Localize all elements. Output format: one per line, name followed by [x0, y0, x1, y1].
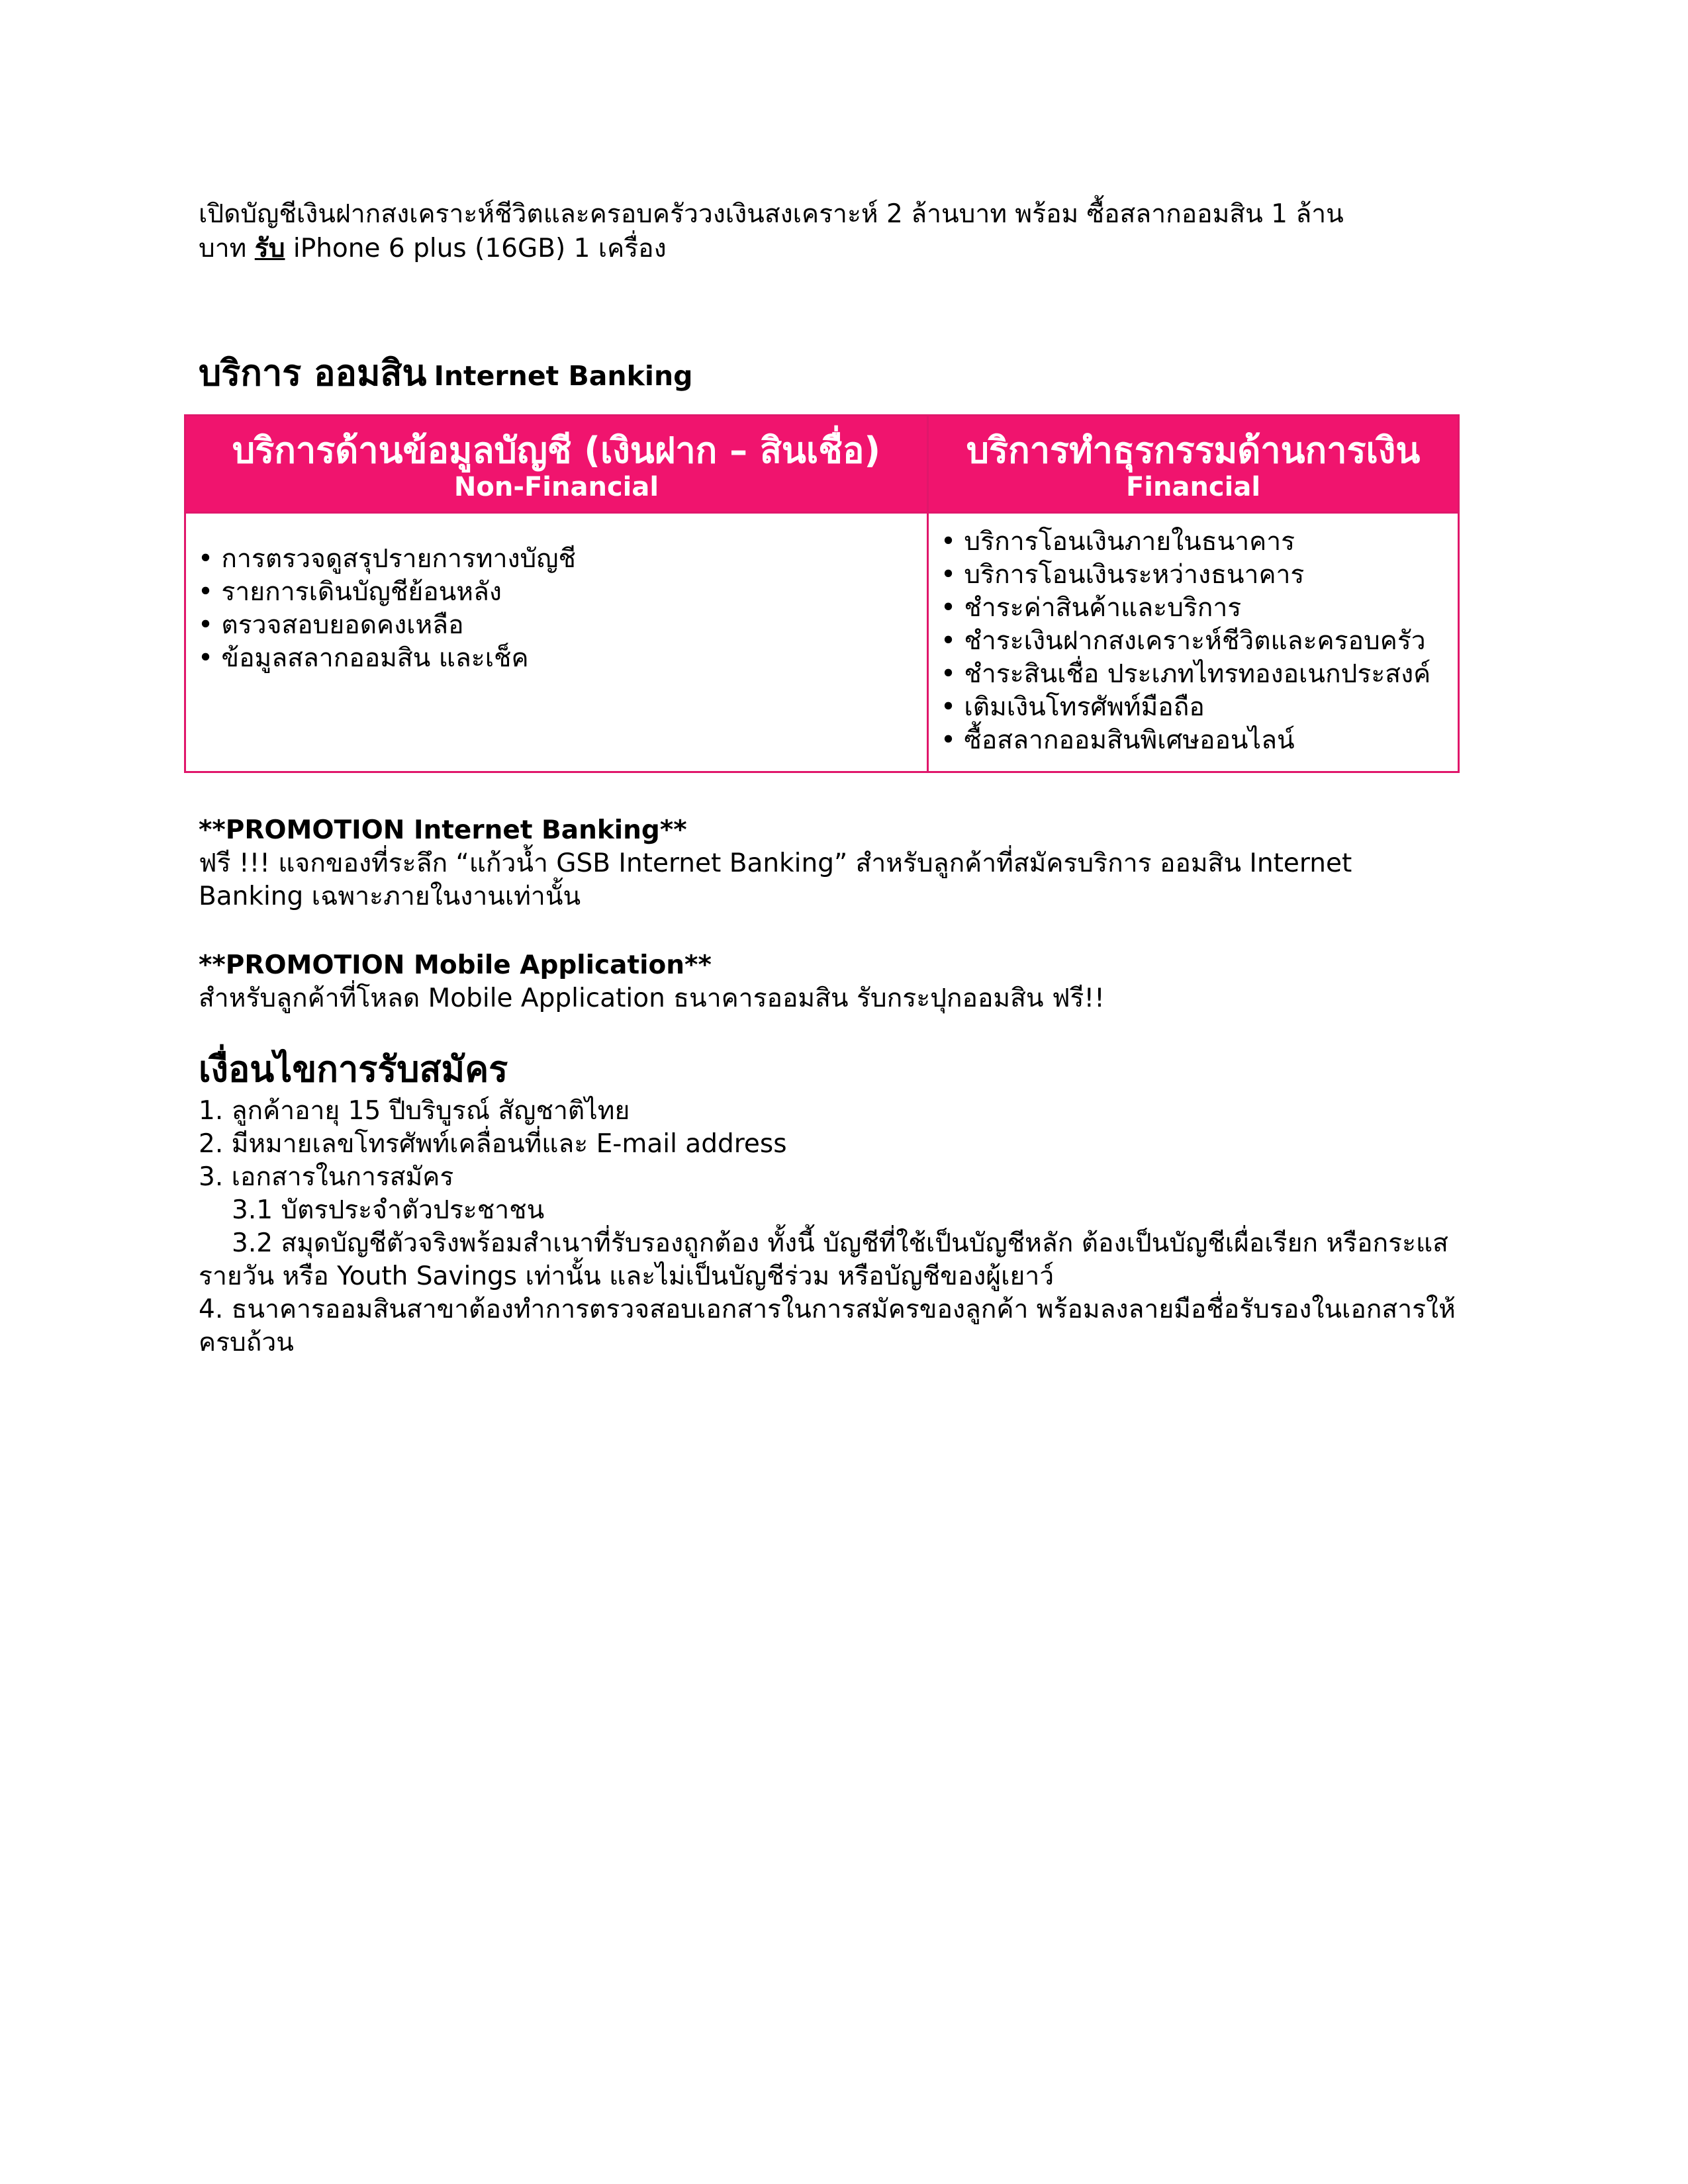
promotion-title: **PROMOTION Internet Banking** [199, 815, 687, 845]
services-heading-english: Internet Banking [434, 360, 693, 392]
list-item: • รายการเดินบัญชีย้อนหลัง [198, 576, 915, 609]
intro-line-1: เปิดบัญชีเงินฝากสงเคราะห์ชีวิตและครอบครัววงเงินสงเคราะห์ 2 ล้านบาท พร้อม ซื้อสลากออมสิน 1 ล้าน [199, 199, 1344, 229]
list-item: • ชำระเงินฝากสงเคราะห์ชีวิตและครอบครัว [941, 625, 1446, 658]
conditions-heading: เงื่อนไขการรับสมัคร [199, 1048, 508, 1090]
condition-subitem: 3.1 บัตรประจำตัวประชาชน [232, 1195, 545, 1225]
promotion-internet-banking [199, 814, 1496, 913]
condition-item-continued: ครบถ้วน [199, 1328, 294, 1357]
intro-line-2-prefix: บาท [199, 234, 255, 263]
promotion-text-line-1: ฟรี !!! แจกของที่ระลึก “แก้วน้ำ GSB Internet Banking” สำหรับลูกค้าที่สมัครบริการ ออมสิน Internet [199, 848, 1352, 878]
column-title: บริการทำธุรกรรมด้านการเงิน [966, 430, 1421, 471]
list-item: • บริการโอนเงินระหว่างธนาคาร [941, 559, 1446, 592]
column-header-non-financial [185, 416, 928, 513]
condition-item: 1. ลูกค้าอายุ 15 ปีบริบูรณ์ สัญชาติไทย [199, 1096, 630, 1126]
condition-item: 4. ธนาคารออมสินสาขาต้องทำการตรวจสอบเอกสารในการสมัครของลูกค้า พร้อมลงลายมือชื่อรับรองในเอกสารให้ [199, 1295, 1456, 1324]
list-item: • ข้อมูลสลากออมสิน และเช็ค [198, 642, 915, 675]
column-header-financial [928, 416, 1459, 513]
financial-services-list [941, 525, 1446, 757]
list-item: • บริการโอนเงินภายในธนาคาร [941, 525, 1446, 559]
list-item: • ตรวจสอบยอดคงเหลือ [198, 609, 915, 642]
intro-emphasis: รับ [254, 234, 285, 263]
list-item: • ชำระสินเชื่อ ประเภทไทรทองอเนกประสงค์ [941, 658, 1446, 691]
services-heading [199, 344, 692, 401]
condition-subitem-continued: รายวัน หรือ Youth Savings เท่านั้น และไม่เป็นบัญชีร่วม หรือบัญชีของผู้เยาว์ [199, 1261, 1055, 1291]
promotion-title: **PROMOTION Mobile Application** [199, 950, 712, 980]
intro-line-2-suffix: iPhone 6 plus (16GB) 1 เครื่อง [285, 234, 667, 263]
column-subtitle: Non-Financial [453, 472, 659, 502]
column-title: บริการด้านข้อมูลบัญชี (เงินฝาก – สินเชื่อ) [232, 430, 881, 471]
services-table [184, 414, 1460, 773]
condition-subitem: 3.2 สมุดบัญชีตัวจริงพร้อมสำเนาที่รับรองถูกต้อง ทั้งนี้ บัญชีที่ใช้เป็นบัญชีหลัก ต้องเป็นบัญชีเผื่อเรียก หรือกระแส [232, 1228, 1448, 1258]
intro-paragraph [199, 197, 1496, 266]
promotion-mobile-application [199, 949, 1496, 1015]
list-item: • การตรวจดูสรุปรายการทางบัญชี [198, 543, 915, 576]
services-table-body-row [185, 513, 1459, 772]
financial-services-cell [928, 513, 1459, 772]
non-financial-services-list [198, 543, 915, 675]
column-subtitle: Financial [1125, 472, 1261, 502]
list-item: • เติมเงินโทรศัพท์มือถือ [941, 691, 1446, 724]
promotion-text-line-2: Banking เฉพาะภายในงานเท่านั้น [199, 882, 581, 911]
promotion-text-line-1: สำหรับลูกค้าที่โหลด Mobile Application ธนาคารออมสิน รับกระปุกออมสิน ฟรี!! [199, 983, 1105, 1013]
condition-item: 2. มีหมายเลขโทรศัพท์เคลื่อนที่และ E-mail address [199, 1129, 787, 1159]
list-item: • ชำระค่าสินค้าและบริการ [941, 592, 1446, 625]
services-table-header-row [185, 416, 1459, 513]
condition-item: 3. เอกสารในการสมัคร [199, 1162, 454, 1192]
document-page [199, 197, 1496, 1357]
application-conditions [199, 1047, 1496, 1359]
non-financial-services-cell [185, 513, 928, 772]
services-heading-thai: บริการ ออมสิน [199, 352, 427, 394]
list-item: • ซื้อสลากออมสินพิเศษออนไลน์ [941, 724, 1446, 757]
